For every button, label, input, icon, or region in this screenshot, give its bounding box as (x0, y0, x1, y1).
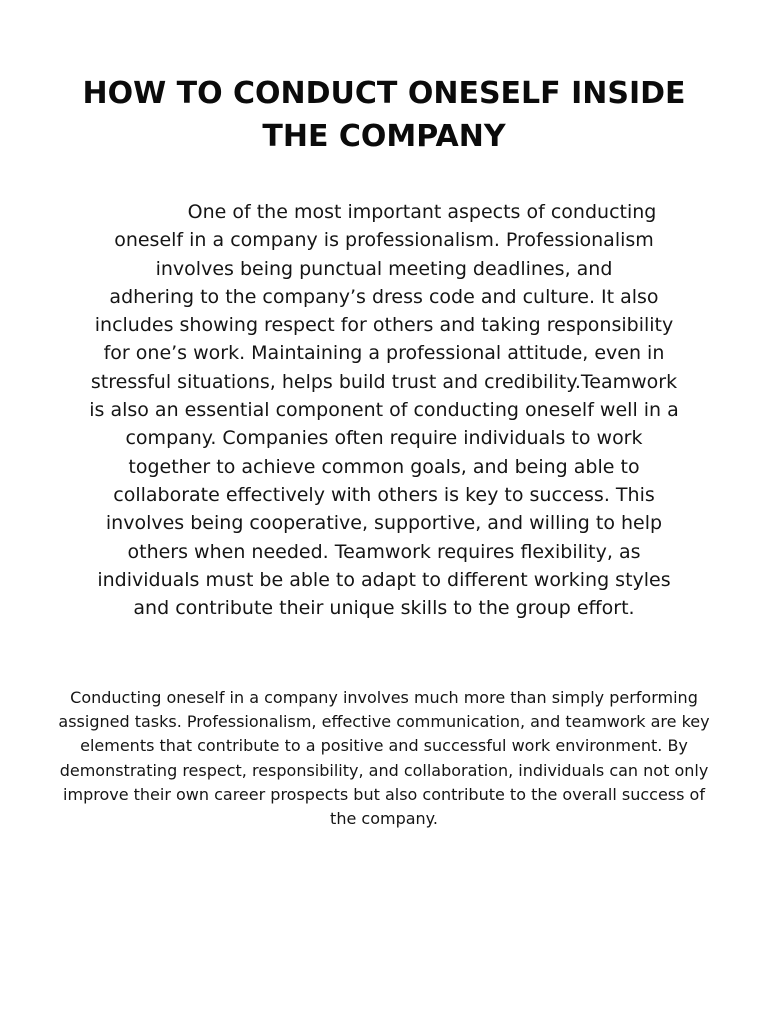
paragraph-line: for one’s work. Maintaining a professional attitude, even in (103, 342, 665, 365)
paragraph-line: Conducting oneself in a company involves much more than simply performing (70, 688, 698, 707)
page-title (40, 72, 728, 158)
paragraph-line: the company. (330, 809, 438, 829)
body-paragraph-professionalism-teamwork (40, 198, 728, 622)
paragraph-line: involves being punctual meeting deadlines, and (155, 257, 613, 280)
paragraph-line: demonstrating respect, responsibility, and collaboration, individuals can not only (59, 760, 709, 780)
paragraph-line: collaborate effectively with others is key to success. This (113, 483, 655, 506)
conclusion-paragraph (18, 686, 750, 831)
paragraph-line: One of the most important aspects of conducting (187, 201, 657, 223)
paragraph-line: oneself in a company is professionalism. Professionalism (114, 229, 654, 252)
paragraph-line: assigned tasks. Professionalism, effective communication, and teamwork are key (58, 712, 710, 732)
paragraph-line: together to achieve common goals, and being able to (128, 455, 640, 478)
title-line: HOW TO CONDUCT ONESELF INSIDE (82, 76, 686, 111)
paragraph-line: individuals must be able to adapt to different working styles (97, 568, 671, 591)
title-line: THE COMPANY (262, 119, 506, 154)
paragraph-line: adhering to the company’s dress code and culture. It also (109, 285, 659, 308)
paragraph-line: and contribute their unique skills to the group effort. (133, 597, 635, 620)
paragraph-line: is also an essential component of conducting oneself well in a (89, 399, 679, 422)
paragraph-line: company. Companies often require individuals to work (125, 427, 643, 450)
paragraph-line: involves being cooperative, supportive, and willing to help (105, 512, 663, 535)
paragraph-line: improve their own career prospects but also contribute to the overall success of (63, 784, 705, 804)
paragraph-line: others when needed. Teamwork requires flexibility, as (127, 540, 641, 563)
paragraph-line: elements that contribute to a positive and successful work environment. By (80, 736, 688, 756)
paragraph-line: stressful situations, helps build trust and credibility.Teamwork (90, 370, 678, 393)
paragraph-line: includes showing respect for others and taking responsibility (94, 314, 674, 337)
